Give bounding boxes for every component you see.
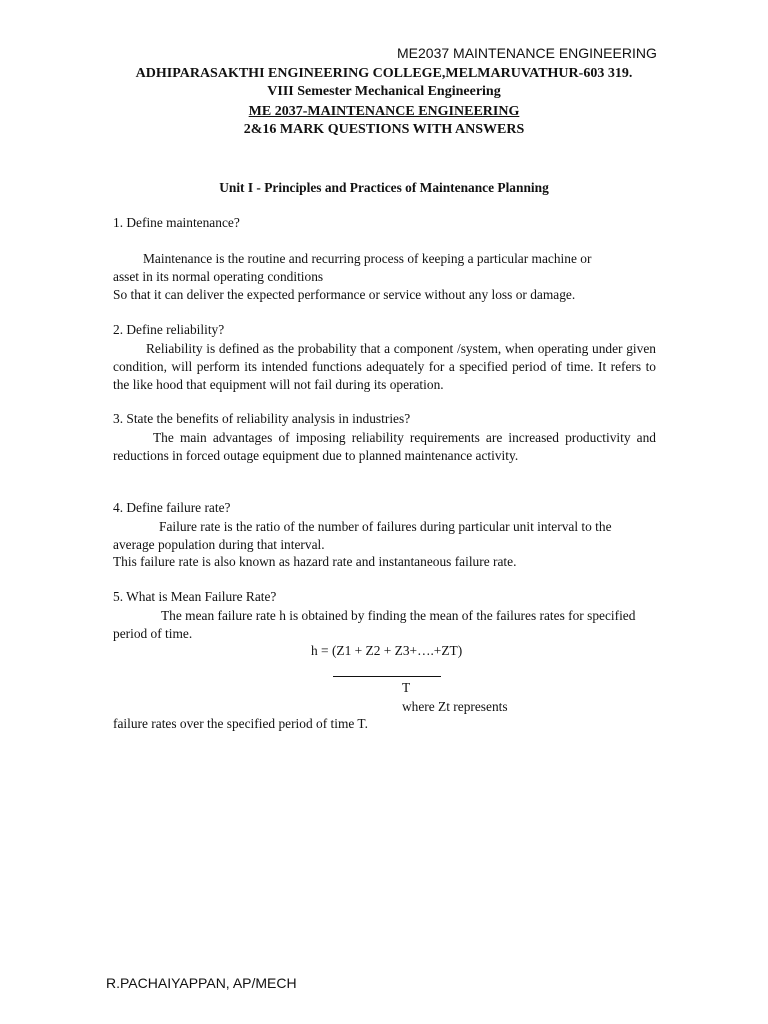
- formula-where: where Zt represents: [402, 699, 508, 714]
- answer-3: The main advantages of imposing reliability requirements are increased productivity and reductions in forced outage equipment due to planned maintenance activity.: [113, 430, 656, 463]
- question-5: 5. What is Mean Failure Rate?: [113, 589, 277, 604]
- formula-fraction-bar: [333, 676, 441, 677]
- subject-title-text: ME 2037-MAINTENANCE ENGINEERING: [248, 104, 520, 119]
- formula-denominator: T: [402, 680, 411, 695]
- answer-1-line-1: Maintenance is the routine and recurring process of keeping a particular machine or: [143, 251, 592, 266]
- answer-1-line-2: asset in its normal operating conditions: [113, 269, 324, 284]
- answer-5: The mean failure rate h is obtained by finding the mean of the failures rates for specified period of time.: [113, 608, 636, 641]
- semester-title: VIII Semester Mechanical Engineering: [267, 84, 501, 99]
- answer-2: Reliability is defined as the probability that a component /system, when operating under given condition, will perform its intended functions adequately for a specified period of time. It refers to the like hood that equipment will not fail during its operation.: [113, 341, 656, 392]
- formula-where-continued: failure rates over the specified period of time T.: [113, 716, 368, 731]
- question-2: 2. Define reliability?: [113, 322, 225, 337]
- college-title: ADHIPARASAKTHI ENGINEERING COLLEGE,MELMARUVATHUR-603 319.: [135, 66, 633, 81]
- question-1: 1. Define maintenance?: [113, 215, 240, 230]
- question-4: 4. Define failure rate?: [113, 500, 231, 515]
- unit-heading: Unit I - Principles and Practices of Maintenance Planning: [219, 180, 549, 195]
- subject-title: [0, 104, 768, 120]
- question-3: 3. State the benefits of reliability analysis in industries?: [113, 411, 411, 426]
- answer-1-line-3: So that it can deliver the expected performance or service without any loss or damage.: [113, 287, 576, 302]
- answer-4-part-1: Failure rate is the ratio of the number of failures during particular unit interval to the average population during that interval.: [113, 519, 612, 552]
- answer-4-part-2: This failure rate is also known as hazard rate and instantaneous failure rate.: [113, 554, 517, 569]
- formula-numerator: h = (Z1 + Z2 + Z3+….+ZT): [311, 643, 463, 658]
- footer-author: R.PACHAIYAPPAN, AP/MECH: [106, 975, 297, 991]
- questions-title: 2&16 MARK QUESTIONS WITH ANSWERS: [243, 122, 525, 137]
- course-header: ME2037 MAINTENANCE ENGINEERING: [397, 45, 657, 61]
